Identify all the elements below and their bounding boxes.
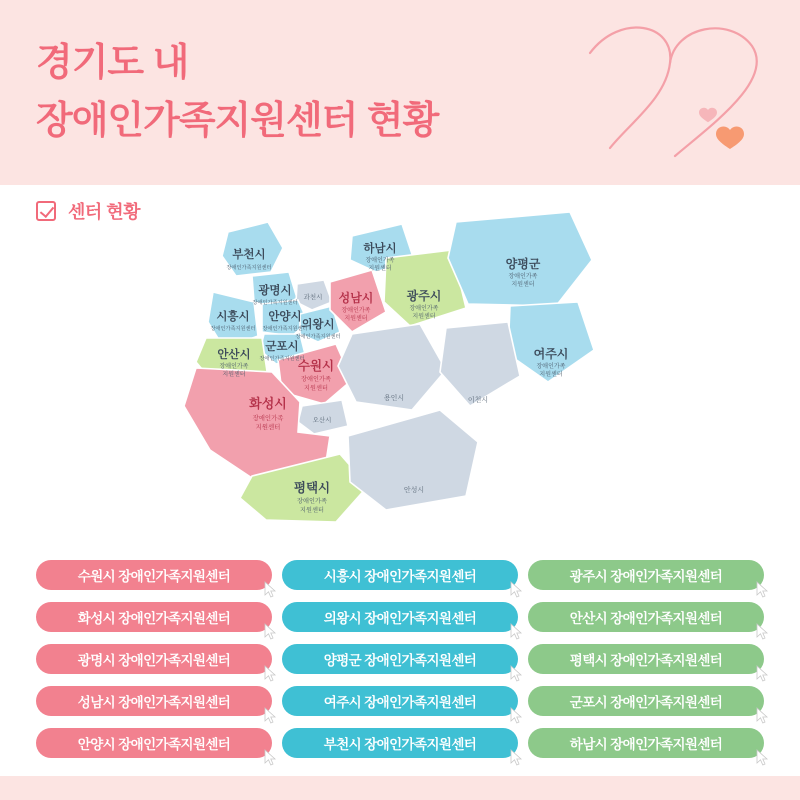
map-label-gunpo: 군포시 [265, 341, 299, 353]
center-chip[interactable] [36, 644, 272, 674]
center-chip-label: 의왕시 장애인가족지원센터 [323, 611, 477, 626]
map-sublabel-hwaseong-2: 지원센터 [255, 424, 281, 431]
cursor-icon [510, 707, 524, 725]
page-title-line2: 장애인가족지원센터 현황 [36, 100, 439, 142]
center-chip-label: 하남시 장애인가족지원센터 [569, 737, 723, 752]
center-chip[interactable] [528, 602, 764, 632]
cursor-icon [756, 581, 770, 599]
cursor-icon [510, 623, 524, 641]
map-label-seongnam: 성남시 [338, 291, 374, 305]
gyeonggi-map [0, 210, 800, 550]
center-chip[interactable] [528, 560, 764, 590]
center-chip[interactable] [528, 686, 764, 716]
cursor-icon [264, 581, 278, 599]
map-label-siheung: 시흥시 [216, 311, 250, 323]
map-label-hanam: 하남시 [363, 243, 397, 255]
center-chip[interactable] [282, 602, 518, 632]
center-chip[interactable] [282, 560, 518, 590]
footer-strip [0, 776, 800, 800]
map-label-suwon: 수원시 [297, 359, 335, 373]
cursor-icon [510, 581, 524, 599]
map-label-bucheon: 부천시 [232, 249, 266, 261]
center-chip-label: 광명시 장애인가족지원센터 [77, 653, 231, 668]
map-label-gwacheon: 과천시 [303, 294, 323, 301]
map-sublabel-gwangju-2: 지원센터 [412, 314, 436, 320]
map-label-gwangmyeong: 광명시 [258, 285, 292, 297]
map-sublabel-uiwang: 장애인가족지원센터 [295, 334, 341, 340]
map-label-gwangju: 광주시 [406, 289, 442, 303]
map-sublabel-pyeongtaek-2: 지원센터 [300, 507, 324, 514]
center-chip-label: 여주시 장애인가족지원센터 [323, 695, 477, 710]
map-label-anyang: 안양시 [268, 311, 302, 323]
map-label-hwaseong: 화성시 [249, 396, 287, 411]
map-sublabel-suwon-1: 장애인가족 [301, 376, 331, 383]
center-chip[interactable] [36, 728, 272, 758]
center-chip-label: 수원시 장애인가족지원센터 [77, 569, 231, 584]
cursor-icon [264, 749, 278, 767]
map-sublabel-hanam-1: 장애인가족 [365, 258, 395, 264]
map-sublabel-siheung: 장애인가족지원센터 [210, 326, 256, 332]
cursor-icon [756, 665, 770, 683]
map-label-yangpyeong: 양평군 [505, 257, 541, 271]
map-sublabel-yangpyeong-2: 지원센터 [511, 282, 535, 288]
cursor-icon [510, 749, 524, 767]
center-chip[interactable] [528, 728, 764, 758]
cursor-icon [264, 707, 278, 725]
center-chip[interactable] [282, 728, 518, 758]
map-sublabel-hanam-2: 지원센터 [368, 266, 392, 272]
center-chip-label: 성남시 장애인가족지원센터 [77, 695, 231, 710]
center-chip[interactable] [282, 644, 518, 674]
map-label-yeoju: 여주시 [533, 347, 569, 361]
cursor-icon [264, 665, 278, 683]
cursor-icon [756, 707, 770, 725]
map-label-anseong: 안성시 [403, 487, 425, 494]
cursor-icon [264, 623, 278, 641]
map-sublabel-seongnam-1: 장애인가족 [341, 308, 371, 314]
map-label-osan: 오산시 [312, 417, 332, 424]
center-chip-label: 평택시 장애인가족지원센터 [569, 653, 723, 668]
center-chip-label: 화성시 장애인가족지원센터 [77, 611, 231, 626]
region-yeoju[interactable] [508, 302, 594, 382]
center-chip-label: 광주시 장애인가족지원센터 [569, 569, 723, 584]
map-sublabel-seongnam-2: 지원센터 [344, 316, 368, 322]
center-chip-label: 부천시 장애인가족지원센터 [323, 737, 477, 752]
cursor-icon [510, 665, 524, 683]
map-label-uiwang: 의왕시 [301, 319, 335, 331]
center-chip-label: 시흥시 장애인가족지원센터 [323, 569, 477, 584]
map-label-pyeongtaek: 평택시 [293, 481, 331, 495]
map-sublabel-gunpo: 장애인가족지원센터 [259, 356, 305, 362]
map-label-icheon: 이천시 [467, 397, 489, 404]
section-label-text: 센터 현황 [68, 202, 141, 222]
center-chip-label: 안산시 장애인가족지원센터 [569, 611, 723, 626]
map-label-ansan: 안산시 [217, 349, 251, 361]
center-chip-label: 양평군 장애인가족지원센터 [323, 653, 477, 668]
map-sublabel-anyang: 장애인가족지원센터 [262, 326, 308, 332]
region-anseong[interactable] [348, 410, 478, 510]
center-chip[interactable] [36, 602, 272, 632]
map-sublabel-bucheon: 장애인가족지원센터 [226, 265, 272, 271]
page-header [0, 0, 800, 185]
region-icheon[interactable] [440, 322, 520, 406]
map-sublabel-suwon-2: 지원센터 [304, 385, 328, 392]
map-sublabel-gwangmyeong: 장애인가족지원센터 [252, 300, 298, 306]
cursor-icon [756, 749, 770, 767]
center-chip-label: 안양시 장애인가족지원센터 [77, 737, 231, 752]
map-sublabel-hwaseong-1: 장애인가족 [252, 415, 284, 422]
center-list [36, 560, 764, 758]
map-sublabel-gwangju-1: 장애인가족 [409, 306, 439, 312]
cursor-icon [756, 623, 770, 641]
map-label-yongin: 용인시 [383, 395, 405, 402]
center-chip[interactable] [36, 686, 272, 716]
center-chip[interactable] [282, 686, 518, 716]
map-sublabel-ansan-1: 장애인가족 [219, 364, 249, 370]
center-chip[interactable] [528, 644, 764, 674]
map-sublabel-pyeongtaek-1: 장애인가족 [297, 498, 327, 505]
map-sublabel-yeoju-2: 지원센터 [539, 372, 563, 378]
map-sublabel-ansan-2: 지원센터 [222, 372, 246, 378]
center-chip[interactable] [36, 560, 272, 590]
heart-ribbon-icon [580, 18, 770, 168]
map-sublabel-yeoju-1: 장애인가족 [536, 364, 566, 370]
center-chip-label: 군포시 장애인가족지원센터 [569, 695, 723, 710]
page-title-line1: 경기도 내 [36, 42, 189, 84]
map-sublabel-yangpyeong-1: 장애인가족 [508, 274, 538, 280]
